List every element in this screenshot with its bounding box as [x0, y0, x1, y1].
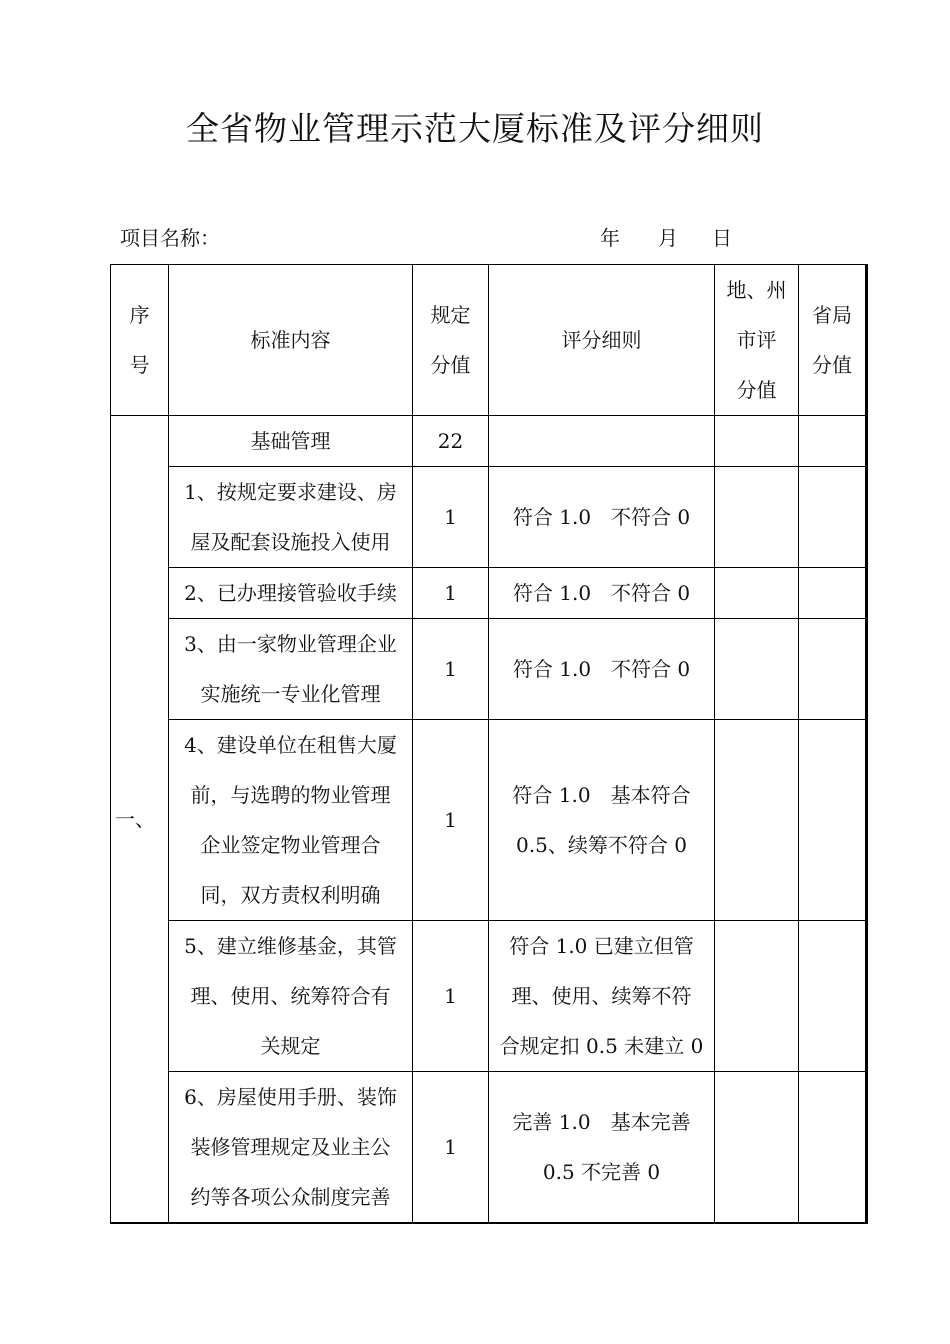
- table-row: [111, 467, 867, 568]
- row-value: 1: [413, 1072, 489, 1224]
- row-local-score: [715, 619, 799, 720]
- document-title: 全省物业管理示范大厦标准及评分细则: [186, 109, 764, 148]
- row-detail: 符合 1.0 不符合 0: [489, 619, 715, 720]
- section-title: 基础管理: [169, 416, 413, 467]
- row-content: 4、建设单位在租售大厦 前，与选聘的物业管理 企业签定物业管理合 同，双方责权利明确: [169, 720, 413, 921]
- row-province-score: [799, 568, 867, 619]
- row-local-score: [715, 1072, 799, 1224]
- row-local-score: [715, 921, 799, 1072]
- header-value: 规定 分值: [413, 265, 489, 416]
- header-detail: 评分细则: [489, 265, 715, 416]
- row-value: 1: [413, 568, 489, 619]
- row-detail: 符合 1.0 基本符合 0.5、续筹不符合 0: [489, 720, 715, 921]
- project-name-label: 项目名称：: [120, 226, 220, 250]
- date-line: [600, 222, 742, 251]
- row-province-score: [799, 619, 867, 720]
- table-row: [111, 720, 867, 921]
- row-local-score: [715, 568, 799, 619]
- section-detail: [489, 416, 715, 467]
- row-local-score: [715, 467, 799, 568]
- row-detail: 符合 1.0 不符合 0: [489, 467, 715, 568]
- row-content: 5、建立维修基金，其管 理、使用、统筹符合有 关规定: [169, 921, 413, 1072]
- row-content: 2、已办理接管验收手续: [169, 568, 413, 619]
- row-content: 1、按规定要求建设、房 屋及配套设施投入使用: [169, 467, 413, 568]
- header-content: 标准内容: [169, 265, 413, 416]
- section-local-score: [715, 416, 799, 467]
- header-province-score: 省局 分值: [799, 265, 867, 416]
- row-content: 6、房屋使用手册、装饰 装修管理规定及业主公 约等各项公众制度完善: [169, 1072, 413, 1224]
- scoring-table: [110, 264, 868, 1224]
- row-value: 1: [413, 720, 489, 921]
- row-value: 1: [413, 921, 489, 1072]
- row-detail: 完善 1.0 基本完善 0.5 不完善 0: [489, 1072, 715, 1224]
- header-row: [111, 265, 867, 416]
- section-row: [111, 416, 867, 467]
- header-local-score: 地、州 市评 分值: [715, 265, 799, 416]
- row-value: 1: [413, 619, 489, 720]
- table-row: [111, 619, 867, 720]
- header-seq: 序 号: [111, 265, 169, 416]
- section-value: 22: [413, 416, 489, 467]
- section-number: 一、: [111, 416, 169, 1224]
- row-value: 1: [413, 467, 489, 568]
- row-content: 3、由一家物业管理企业 实施统一专业化管理: [169, 619, 413, 720]
- date-year-label: 年: [600, 226, 620, 250]
- row-province-score: [799, 1072, 867, 1224]
- table-row: [111, 568, 867, 619]
- row-province-score: [799, 467, 867, 568]
- row-province-score: [799, 720, 867, 921]
- date-day-label: 日: [712, 226, 732, 250]
- table-row: [111, 921, 867, 1072]
- row-detail: 符合 1.0 不符合 0: [489, 568, 715, 619]
- row-province-score: [799, 921, 867, 1072]
- section-province-score: [799, 416, 867, 467]
- table-row: [111, 1072, 867, 1224]
- row-local-score: [715, 720, 799, 921]
- date-month-label: 月: [658, 226, 678, 250]
- row-detail: 符合 1.0 已建立但管 理、使用、续筹不符 合规定扣 0.5 未建立 0: [489, 921, 715, 1072]
